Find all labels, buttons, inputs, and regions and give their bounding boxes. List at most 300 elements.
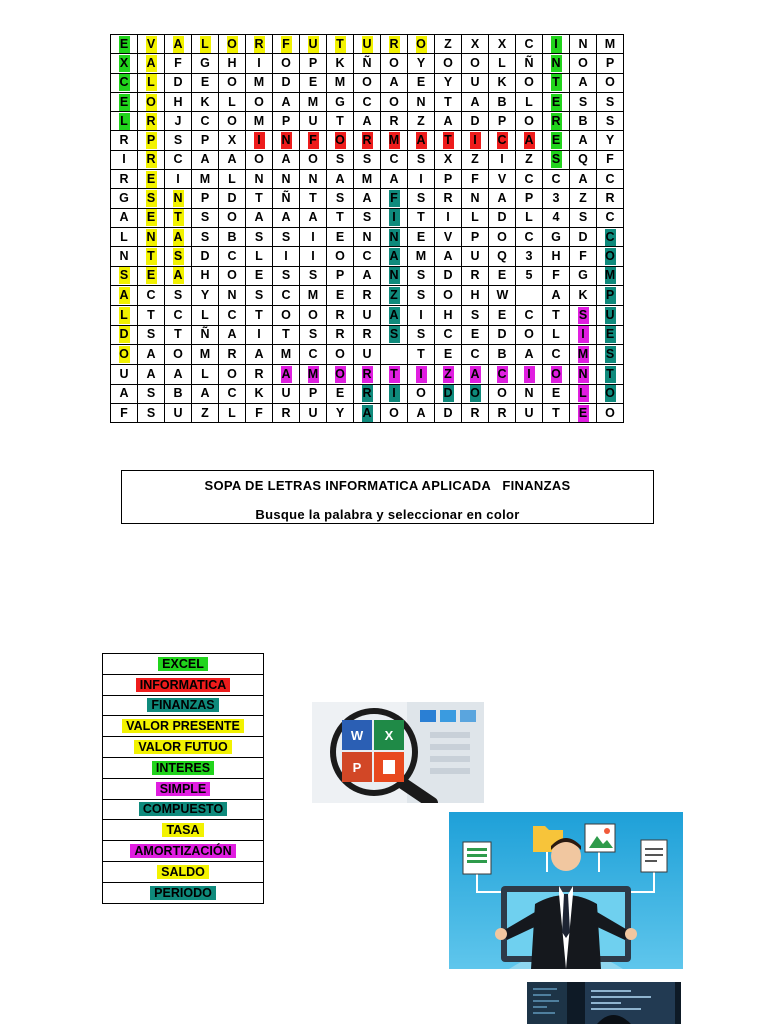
grid-cell[interactable]	[462, 404, 489, 423]
grid-cell[interactable]	[381, 150, 408, 169]
grid-cell[interactable]	[408, 325, 435, 344]
grid-cell[interactable]	[138, 227, 165, 246]
grid-cell[interactable]	[408, 365, 435, 384]
grid-cell[interactable]	[543, 306, 570, 325]
grid-cell[interactable]	[516, 189, 543, 208]
grid-cell[interactable]	[516, 325, 543, 344]
grid-cell[interactable]	[597, 112, 624, 131]
grid-cell[interactable]	[273, 227, 300, 246]
grid-cell[interactable]	[246, 112, 273, 131]
grid-cell[interactable]	[192, 325, 219, 344]
grid-cell[interactable]	[246, 227, 273, 246]
grid-cell[interactable]	[300, 131, 327, 150]
grid-cell[interactable]	[570, 54, 597, 73]
grid-cell[interactable]	[246, 344, 273, 365]
grid-cell[interactable]	[597, 189, 624, 208]
grid-cell[interactable]	[381, 208, 408, 227]
grid-cell[interactable]	[408, 35, 435, 54]
grid-cell[interactable]	[543, 92, 570, 111]
grid-cell[interactable]	[138, 384, 165, 403]
grid-cell[interactable]	[543, 54, 570, 73]
grid-cell[interactable]	[489, 266, 516, 285]
grid-cell[interactable]	[192, 247, 219, 266]
grid-cell[interactable]	[327, 131, 354, 150]
grid-cell[interactable]	[138, 112, 165, 131]
grid-cell[interactable]	[435, 208, 462, 227]
grid-cell[interactable]	[246, 92, 273, 111]
grid-cell[interactable]	[570, 73, 597, 92]
grid-cell[interactable]	[435, 384, 462, 403]
grid-cell[interactable]	[300, 344, 327, 365]
grid-cell[interactable]	[354, 150, 381, 169]
grid-cell[interactable]	[246, 208, 273, 227]
grid-cell[interactable]	[543, 208, 570, 227]
grid-cell[interactable]	[462, 306, 489, 325]
grid-cell[interactable]	[273, 131, 300, 150]
grid-cell[interactable]	[381, 73, 408, 92]
grid-cell[interactable]	[570, 227, 597, 246]
grid-cell[interactable]	[327, 54, 354, 73]
grid-cell[interactable]	[111, 54, 138, 73]
grid-cell[interactable]	[462, 112, 489, 131]
grid-cell[interactable]	[300, 384, 327, 403]
grid-cell[interactable]	[138, 306, 165, 325]
grid-cell[interactable]	[300, 73, 327, 92]
grid-cell[interactable]	[543, 131, 570, 150]
grid-cell[interactable]	[165, 170, 192, 189]
grid-cell[interactable]	[354, 170, 381, 189]
grid-cell[interactable]	[408, 227, 435, 246]
grid-cell[interactable]	[273, 170, 300, 189]
grid-cell[interactable]	[354, 325, 381, 344]
grid-cell[interactable]	[435, 73, 462, 92]
grid-cell[interactable]	[138, 266, 165, 285]
grid-cell[interactable]	[111, 150, 138, 169]
grid-cell[interactable]	[462, 150, 489, 169]
grid-cell[interactable]	[192, 189, 219, 208]
grid-cell[interactable]	[435, 285, 462, 306]
grid-cell[interactable]	[516, 365, 543, 384]
grid-cell[interactable]	[111, 92, 138, 111]
grid-cell[interactable]	[219, 325, 246, 344]
grid-cell[interactable]	[597, 35, 624, 54]
grid-cell[interactable]	[138, 365, 165, 384]
grid-cell[interactable]	[381, 365, 408, 384]
grid-cell[interactable]	[327, 150, 354, 169]
grid-cell[interactable]	[354, 247, 381, 266]
grid-cell[interactable]	[165, 306, 192, 325]
grid-cell[interactable]	[354, 189, 381, 208]
grid-cell[interactable]	[408, 54, 435, 73]
grid-cell[interactable]	[489, 73, 516, 92]
grid-cell[interactable]	[192, 344, 219, 365]
grid-cell[interactable]	[165, 227, 192, 246]
grid-cell[interactable]	[354, 54, 381, 73]
grid-cell[interactable]	[111, 325, 138, 344]
grid-cell[interactable]	[273, 54, 300, 73]
grid-cell[interactable]	[300, 365, 327, 384]
grid-cell[interactable]	[570, 92, 597, 111]
grid-cell[interactable]	[543, 35, 570, 54]
grid-cell[interactable]	[192, 365, 219, 384]
grid-cell[interactable]	[597, 150, 624, 169]
grid-cell[interactable]	[219, 189, 246, 208]
grid-cell[interactable]	[570, 150, 597, 169]
grid-cell[interactable]	[516, 384, 543, 403]
grid-cell[interactable]	[597, 365, 624, 384]
grid-cell[interactable]	[165, 35, 192, 54]
grid-cell[interactable]	[111, 384, 138, 403]
grid-cell[interactable]	[489, 131, 516, 150]
grid-cell[interactable]	[462, 285, 489, 306]
grid-cell[interactable]	[570, 112, 597, 131]
grid-cell[interactable]	[219, 54, 246, 73]
grid-cell[interactable]	[462, 365, 489, 384]
grid-cell[interactable]	[435, 131, 462, 150]
grid-cell[interactable]	[273, 285, 300, 306]
grid-cell[interactable]	[597, 384, 624, 403]
grid-cell[interactable]	[597, 285, 624, 306]
grid-cell[interactable]	[489, 35, 516, 54]
grid-cell[interactable]	[354, 73, 381, 92]
grid-cell[interactable]	[570, 189, 597, 208]
grid-cell[interactable]	[165, 150, 192, 169]
grid-cell[interactable]	[165, 247, 192, 266]
grid-cell[interactable]	[408, 266, 435, 285]
grid-cell[interactable]	[111, 112, 138, 131]
grid-cell[interactable]	[462, 227, 489, 246]
grid-cell[interactable]	[138, 247, 165, 266]
grid-cell[interactable]	[408, 150, 435, 169]
grid-cell[interactable]	[516, 404, 543, 423]
grid-cell[interactable]	[570, 285, 597, 306]
grid-cell[interactable]	[219, 306, 246, 325]
grid-cell[interactable]	[408, 189, 435, 208]
grid-cell[interactable]	[489, 247, 516, 266]
grid-cell[interactable]	[543, 404, 570, 423]
grid-cell[interactable]	[543, 73, 570, 92]
grid-cell[interactable]	[435, 266, 462, 285]
grid-cell[interactable]	[597, 306, 624, 325]
grid-cell[interactable]	[165, 325, 192, 344]
grid-cell[interactable]	[111, 306, 138, 325]
grid-cell[interactable]	[273, 266, 300, 285]
grid-cell[interactable]	[219, 404, 246, 423]
grid-cell[interactable]	[597, 227, 624, 246]
grid-cell[interactable]	[273, 384, 300, 403]
grid-cell[interactable]	[273, 92, 300, 111]
grid-cell[interactable]	[462, 344, 489, 365]
grid-cell[interactable]	[219, 112, 246, 131]
grid-cell[interactable]	[435, 365, 462, 384]
grid-cell[interactable]	[219, 247, 246, 266]
grid-cell[interactable]	[111, 404, 138, 423]
grid-cell[interactable]	[543, 344, 570, 365]
grid-cell[interactable]	[246, 266, 273, 285]
grid-cell[interactable]	[246, 285, 273, 306]
grid-cell[interactable]	[543, 384, 570, 403]
grid-cell[interactable]	[273, 365, 300, 384]
grid-cell[interactable]	[381, 170, 408, 189]
grid-cell[interactable]	[165, 92, 192, 111]
grid-cell[interactable]	[435, 344, 462, 365]
grid-cell[interactable]	[381, 306, 408, 325]
grid-cell[interactable]	[246, 247, 273, 266]
grid-cell[interactable]	[111, 247, 138, 266]
grid-cell[interactable]	[435, 189, 462, 208]
grid-cell[interactable]	[111, 170, 138, 189]
grid-cell[interactable]	[327, 285, 354, 306]
grid-cell[interactable]	[489, 325, 516, 344]
grid-cell[interactable]	[138, 325, 165, 344]
grid-cell[interactable]	[192, 150, 219, 169]
grid-cell[interactable]	[165, 208, 192, 227]
grid-cell[interactable]	[273, 189, 300, 208]
grid-cell[interactable]	[138, 189, 165, 208]
grid-cell[interactable]	[192, 404, 219, 423]
grid-cell[interactable]	[246, 54, 273, 73]
grid-cell[interactable]	[111, 208, 138, 227]
grid-cell[interactable]	[489, 285, 516, 306]
grid-cell[interactable]	[138, 208, 165, 227]
grid-cell[interactable]	[111, 189, 138, 208]
grid-cell[interactable]	[192, 54, 219, 73]
grid-cell[interactable]	[435, 35, 462, 54]
grid-cell[interactable]	[192, 170, 219, 189]
grid-cell[interactable]	[489, 208, 516, 227]
grid-cell[interactable]	[246, 306, 273, 325]
grid-cell[interactable]	[192, 266, 219, 285]
grid-cell[interactable]	[246, 189, 273, 208]
grid-cell[interactable]	[354, 112, 381, 131]
grid-cell[interactable]	[462, 170, 489, 189]
grid-cell[interactable]	[597, 54, 624, 73]
grid-cell[interactable]	[327, 189, 354, 208]
grid-cell[interactable]	[516, 35, 543, 54]
grid-cell[interactable]	[165, 344, 192, 365]
grid-cell[interactable]	[219, 365, 246, 384]
grid-cell[interactable]	[570, 325, 597, 344]
grid-cell[interactable]	[381, 247, 408, 266]
grid-cell[interactable]	[462, 92, 489, 111]
grid-cell[interactable]	[246, 170, 273, 189]
grid-cell[interactable]	[381, 131, 408, 150]
grid-cell[interactable]	[300, 227, 327, 246]
grid-cell[interactable]	[354, 365, 381, 384]
grid-cell[interactable]	[354, 285, 381, 306]
grid-cell[interactable]	[489, 150, 516, 169]
grid-cell[interactable]	[273, 150, 300, 169]
grid-cell[interactable]	[462, 266, 489, 285]
grid-cell[interactable]	[327, 344, 354, 365]
grid-cell[interactable]	[408, 247, 435, 266]
grid-cell[interactable]	[408, 404, 435, 423]
grid-cell[interactable]	[219, 92, 246, 111]
grid-cell[interactable]	[165, 112, 192, 131]
grid-cell[interactable]	[462, 189, 489, 208]
grid-cell[interactable]	[354, 266, 381, 285]
grid-cell[interactable]	[462, 54, 489, 73]
grid-cell[interactable]	[327, 365, 354, 384]
grid-cell[interactable]	[111, 365, 138, 384]
grid-cell[interactable]	[462, 325, 489, 344]
grid-cell[interactable]	[165, 54, 192, 73]
grid-cell[interactable]	[570, 131, 597, 150]
grid-cell[interactable]	[219, 150, 246, 169]
grid-cell[interactable]	[516, 247, 543, 266]
grid-cell[interactable]	[300, 170, 327, 189]
grid-cell[interactable]	[597, 92, 624, 111]
grid-cell[interactable]	[570, 247, 597, 266]
grid-cell[interactable]	[543, 266, 570, 285]
grid-cell[interactable]	[192, 384, 219, 403]
grid-cell[interactable]	[543, 325, 570, 344]
grid-cell[interactable]	[246, 404, 273, 423]
grid-cell[interactable]	[435, 404, 462, 423]
grid-cell[interactable]	[570, 266, 597, 285]
grid-cell[interactable]	[435, 112, 462, 131]
grid-cell[interactable]	[273, 35, 300, 54]
grid-cell[interactable]	[219, 384, 246, 403]
grid-cell[interactable]	[354, 35, 381, 54]
grid-cell[interactable]	[111, 344, 138, 365]
grid-cell[interactable]	[516, 170, 543, 189]
grid-cell[interactable]	[192, 35, 219, 54]
grid-cell[interactable]	[354, 404, 381, 423]
grid-cell[interactable]	[300, 208, 327, 227]
grid-cell[interactable]	[543, 227, 570, 246]
grid-cell[interactable]	[381, 325, 408, 344]
grid-cell[interactable]	[273, 73, 300, 92]
grid-cell[interactable]	[219, 35, 246, 54]
grid-cell[interactable]	[165, 73, 192, 92]
grid-cell[interactable]	[381, 404, 408, 423]
grid-cell[interactable]	[327, 92, 354, 111]
grid-cell[interactable]	[543, 150, 570, 169]
grid-cell[interactable]	[273, 208, 300, 227]
grid-cell[interactable]	[246, 384, 273, 403]
grid-cell[interactable]	[273, 404, 300, 423]
grid-cell[interactable]	[489, 384, 516, 403]
grid-cell[interactable]	[192, 227, 219, 246]
grid-cell[interactable]	[165, 285, 192, 306]
grid-cell[interactable]	[597, 247, 624, 266]
grid-cell[interactable]	[138, 285, 165, 306]
grid-cell[interactable]	[408, 208, 435, 227]
grid-cell[interactable]	[138, 35, 165, 54]
grid-cell[interactable]	[300, 285, 327, 306]
grid-cell[interactable]	[354, 227, 381, 246]
grid-cell[interactable]	[489, 344, 516, 365]
grid-cell[interactable]	[192, 208, 219, 227]
grid-cell[interactable]	[273, 344, 300, 365]
grid-cell[interactable]	[111, 227, 138, 246]
grid-cell[interactable]	[570, 384, 597, 403]
grid-cell[interactable]	[489, 170, 516, 189]
grid-cell[interactable]	[192, 131, 219, 150]
grid-cell[interactable]	[408, 384, 435, 403]
grid-cell[interactable]	[300, 189, 327, 208]
grid-cell[interactable]	[516, 227, 543, 246]
grid-cell[interactable]	[354, 306, 381, 325]
grid-cell[interactable]	[489, 112, 516, 131]
grid-cell[interactable]	[327, 306, 354, 325]
grid-cell[interactable]	[570, 365, 597, 384]
grid-cell[interactable]	[489, 227, 516, 246]
grid-cell[interactable]	[381, 227, 408, 246]
grid-cell[interactable]	[273, 306, 300, 325]
grid-cell[interactable]	[111, 131, 138, 150]
grid-cell[interactable]	[435, 247, 462, 266]
grid-cell[interactable]	[300, 306, 327, 325]
grid-cell[interactable]	[570, 344, 597, 365]
grid-cell[interactable]	[435, 325, 462, 344]
grid-cell[interactable]	[219, 131, 246, 150]
grid-cell[interactable]	[327, 170, 354, 189]
grid-cell[interactable]	[219, 73, 246, 92]
grid-cell[interactable]	[138, 344, 165, 365]
grid-cell[interactable]	[327, 404, 354, 423]
grid-cell[interactable]	[111, 35, 138, 54]
grid-cell[interactable]	[300, 404, 327, 423]
grid-cell[interactable]	[435, 227, 462, 246]
grid-cell[interactable]	[327, 384, 354, 403]
grid-cell[interactable]	[111, 266, 138, 285]
grid-cell[interactable]	[354, 92, 381, 111]
grid-cell[interactable]	[381, 189, 408, 208]
grid-cell[interactable]	[219, 344, 246, 365]
grid-cell[interactable]	[516, 54, 543, 73]
grid-cell[interactable]	[138, 73, 165, 92]
grid-cell[interactable]	[597, 131, 624, 150]
grid-cell[interactable]	[570, 404, 597, 423]
grid-cell[interactable]	[408, 92, 435, 111]
grid-cell[interactable]	[408, 306, 435, 325]
grid-cell[interactable]	[462, 247, 489, 266]
grid-cell[interactable]	[543, 189, 570, 208]
grid-cell[interactable]	[138, 170, 165, 189]
grid-cell[interactable]	[354, 208, 381, 227]
grid-cell[interactable]	[165, 266, 192, 285]
grid-cell[interactable]	[300, 266, 327, 285]
grid-cell[interactable]	[381, 54, 408, 73]
grid-cell[interactable]	[300, 35, 327, 54]
grid-cell[interactable]	[246, 325, 273, 344]
grid-cell[interactable]	[435, 150, 462, 169]
grid-cell[interactable]	[408, 285, 435, 306]
grid-cell[interactable]	[570, 208, 597, 227]
grid-cell[interactable]	[246, 150, 273, 169]
grid-cell[interactable]	[138, 54, 165, 73]
grid-cell[interactable]	[165, 189, 192, 208]
grid-cell[interactable]	[138, 404, 165, 423]
grid-cell[interactable]	[489, 54, 516, 73]
grid-cell[interactable]	[165, 131, 192, 150]
grid-cell[interactable]	[516, 285, 543, 306]
grid-cell[interactable]	[543, 365, 570, 384]
grid-cell[interactable]	[327, 35, 354, 54]
grid-cell[interactable]	[381, 344, 408, 365]
grid-cell[interactable]	[408, 112, 435, 131]
grid-cell[interactable]	[516, 344, 543, 365]
grid-cell[interactable]	[219, 170, 246, 189]
grid-cell[interactable]	[597, 170, 624, 189]
grid-cell[interactable]	[516, 73, 543, 92]
grid-cell[interactable]	[381, 35, 408, 54]
grid-cell[interactable]	[462, 208, 489, 227]
grid-cell[interactable]	[165, 384, 192, 403]
grid-cell[interactable]	[516, 266, 543, 285]
